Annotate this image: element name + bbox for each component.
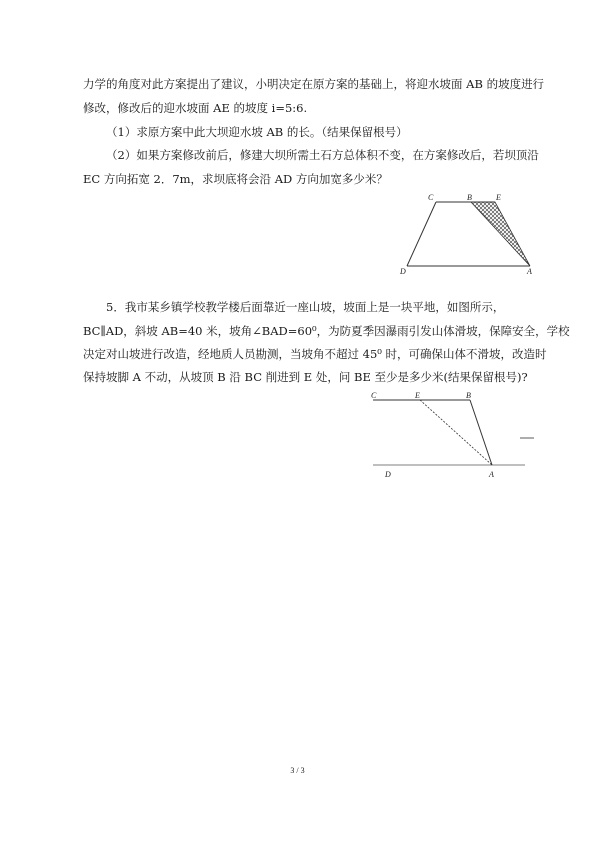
p5-label-B: B bbox=[466, 391, 471, 400]
p5-label-A: A bbox=[489, 470, 494, 479]
p5-text-line4: 保持坡脚 A 不动，从坡顶 B 沿 BC 削进到 E 处，问 BE 至少是多少米(结果保留根号)? bbox=[83, 370, 528, 384]
p5-text-line1: 5．我市某乡镇学校教学楼后面靠近一座山坡，坡面上是一块平地，如图所示， bbox=[106, 300, 505, 314]
p4-label-D: D bbox=[400, 267, 406, 276]
p4-label-B: B bbox=[467, 193, 472, 202]
page-number: 3 / 3 bbox=[290, 766, 305, 775]
p5-label-C: C bbox=[371, 391, 377, 400]
p4-text-line2: 修改，修改后的迎水坡面 AE 的坡度 i=5:6. bbox=[83, 101, 308, 115]
p5-label-D: D bbox=[385, 470, 391, 479]
p4-label-C: C bbox=[428, 193, 434, 202]
p4-dam-figure bbox=[395, 190, 540, 280]
p4-text-line1: 力学的角度对此方案提出了建议，小明决定在原方案的基础上，将迎水坡面 AB 的坡度进行 bbox=[83, 77, 545, 91]
p5-text-line3: 决定对山坡进行改造，经地质人员勘测，当坡角不超过 45⁰ 时，可确保山体不滑坡，改造时 bbox=[83, 347, 547, 361]
p4-hatched-region bbox=[471, 202, 530, 266]
p4-line-DC bbox=[407, 202, 436, 266]
p4-question-2: （2）如果方案修改前后，修建大坝所需土石方总体积不变，在方案修改后，若坝顶沿 bbox=[106, 148, 539, 162]
p4-question-1: （1）求原方案中此大坝迎水坡 AB 的长。（结果保留根号） bbox=[106, 125, 408, 139]
p5-label-E: E bbox=[415, 391, 420, 400]
p4-label-A: A bbox=[527, 267, 532, 276]
p4-question-2-cont: EC 方向拓宽 2．7m，求坝底将会沿 AD 方向加宽多少米？ bbox=[83, 172, 388, 186]
p5-text-line2: BC∥AD，斜坡 AB=40 米，坡角∠BAD=60⁰，为防夏季因瀑雨引发山体滑坡，保障安全，学校 bbox=[83, 324, 570, 338]
p5-slope-figure bbox=[365, 388, 555, 483]
p4-label-E: E bbox=[496, 193, 501, 202]
